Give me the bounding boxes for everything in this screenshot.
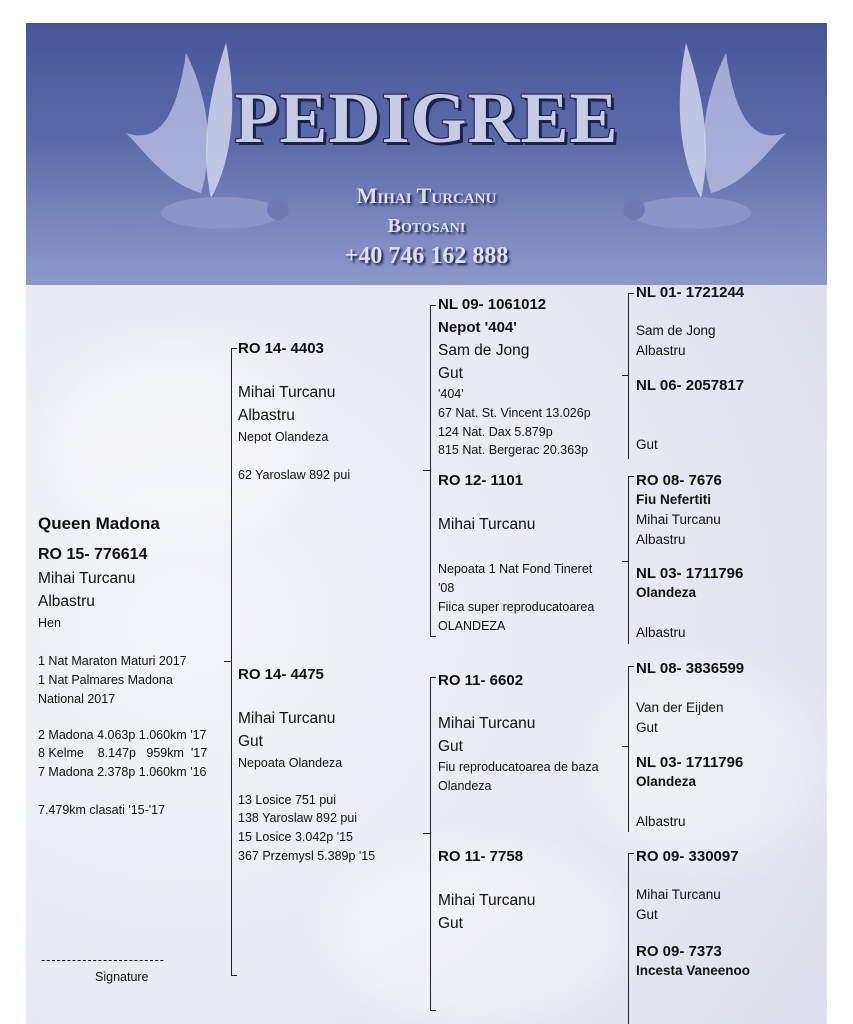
dam-result: 15 Losice 3.042p '15 bbox=[238, 830, 353, 844]
bracket-tick bbox=[231, 348, 237, 349]
ss-line: 815 Nat. Bergerac 20.363p bbox=[438, 443, 589, 457]
bracket-dam-parents bbox=[430, 677, 431, 1011]
g4-owner: Mihai Turcanu bbox=[636, 512, 721, 527]
bird-owner: Mihai Turcanu bbox=[38, 570, 136, 587]
g4-color: Gut bbox=[636, 437, 658, 452]
bracket-tick bbox=[430, 305, 436, 306]
sire-note: Nepot Olandeza bbox=[238, 430, 329, 444]
bracket-parents bbox=[231, 348, 232, 976]
bird-color: Albastru bbox=[38, 593, 95, 610]
sd-line: '08 bbox=[438, 581, 455, 595]
background-cloud bbox=[326, 843, 626, 1023]
ds-owner: Mihai Turcanu bbox=[438, 715, 536, 732]
result-line: 8 Kelme 8.147p 959km '17 bbox=[38, 746, 208, 760]
result-line: 2 Madona 4.063p 1.060km '17 bbox=[38, 728, 207, 742]
bracket-tick bbox=[622, 375, 629, 376]
g4-ring: NL 03- 1711796 bbox=[636, 754, 744, 771]
g4-ring: NL 06- 2057817 bbox=[636, 377, 745, 394]
sd-owner: Mihai Turcanu bbox=[438, 516, 536, 533]
bird-name: Queen Madona bbox=[38, 514, 160, 533]
g4-owner: Van der Eijden bbox=[636, 700, 724, 715]
header-banner bbox=[26, 23, 827, 285]
g4-ring: NL 08- 3836599 bbox=[636, 660, 745, 677]
bracket-tick bbox=[628, 293, 634, 294]
sire-owner: Mihai Turcanu bbox=[238, 384, 336, 401]
bracket-tick bbox=[423, 470, 431, 471]
bracket-g4-3 bbox=[628, 666, 629, 832]
sd-line: Fiica super reproducatoarea bbox=[438, 600, 595, 614]
ss-line: '404' bbox=[438, 387, 464, 401]
bracket-tick bbox=[231, 975, 237, 976]
dd-color: Gut bbox=[438, 915, 463, 932]
sd-line: Nepoata 1 Nat Fond Tineret bbox=[438, 562, 593, 576]
g4-name: Fiu Nefertiti bbox=[636, 492, 712, 507]
dam-result: 367 Przemysl 5.389p '15 bbox=[238, 849, 376, 863]
g4-color: Gut bbox=[636, 907, 658, 922]
sd-ring: RO 12- 1101 bbox=[438, 472, 524, 489]
g4-color: Albastru bbox=[636, 532, 686, 547]
bracket-tick bbox=[224, 661, 232, 662]
ss-color: Gut bbox=[438, 365, 463, 382]
bracket-tick bbox=[622, 561, 629, 562]
ds-line: Olandeza bbox=[438, 779, 492, 793]
g4-ring: RO 09- 330097 bbox=[636, 848, 739, 865]
g4-owner: Mihai Turcanu bbox=[636, 887, 721, 902]
ss-line: 124 Nat. Dax 5.879p bbox=[438, 425, 553, 439]
bird-sex: Hen bbox=[38, 616, 61, 630]
achievement-line: 1 Nat Palmares Madona bbox=[38, 673, 173, 687]
bracket-sire-parents bbox=[430, 305, 431, 637]
dam-result: 13 Losice 751 pui bbox=[238, 793, 336, 807]
dd-owner: Mihai Turcanu bbox=[438, 892, 536, 909]
bird-ring: RO 15- 776614 bbox=[38, 546, 148, 563]
bracket-tick bbox=[628, 666, 634, 667]
sire-result: 62 Yaroslaw 892 pui bbox=[238, 468, 351, 482]
g4-name: Olandeza bbox=[636, 585, 697, 600]
ss-ring: NL 09- 1061012 bbox=[438, 296, 547, 313]
achievement-line: National 2017 bbox=[38, 692, 116, 706]
g4-ring: RO 09- 7373 bbox=[636, 943, 722, 960]
ds-line: Fiu reproducatoarea de baza bbox=[438, 760, 599, 774]
dam-color: Gut bbox=[238, 733, 263, 750]
result-line: 7 Madona 2.378p 1.060km '16 bbox=[38, 765, 207, 779]
breeder-city: Botosani bbox=[387, 215, 466, 237]
g4-color: Albastru bbox=[636, 814, 686, 829]
bracket-tick bbox=[628, 476, 634, 477]
bracket-tick bbox=[430, 677, 436, 678]
bracket-tick bbox=[423, 833, 431, 834]
bracket-g4-4 bbox=[628, 853, 629, 1024]
signature-line: ------------------------ bbox=[41, 953, 165, 967]
breeder-phone: +40 746 162 888 bbox=[344, 243, 509, 269]
ss-name: Nepot '404' bbox=[438, 319, 517, 336]
sire-ring: RO 14- 4403 bbox=[238, 340, 324, 357]
dam-result: 138 Yaroslaw 892 pui bbox=[238, 811, 358, 825]
bracket-tick bbox=[628, 853, 634, 854]
g4-ring: RO 08- 7676 bbox=[636, 472, 722, 489]
bracket-g4-2 bbox=[628, 476, 629, 644]
bracket-tick bbox=[430, 636, 436, 637]
dd-ring: RO 11- 7758 bbox=[438, 848, 524, 865]
signature-label: Signature bbox=[95, 970, 149, 984]
bracket-g4-1 bbox=[628, 293, 629, 459]
total-distance: 7.479km clasati '15-'17 bbox=[38, 803, 166, 817]
g4-color: Albastru bbox=[636, 625, 686, 640]
g4-color: Gut bbox=[636, 720, 658, 735]
g4-color: Albastru bbox=[636, 343, 686, 358]
bracket-tick bbox=[622, 746, 629, 747]
dam-owner: Mihai Turcanu bbox=[238, 710, 336, 727]
breeder-name: Mihai Turcanu bbox=[356, 183, 497, 208]
dam-ring: RO 14- 4475 bbox=[238, 666, 324, 683]
pedigree-sheet bbox=[26, 23, 827, 1024]
dam-note: Nepoata Olandeza bbox=[238, 756, 343, 770]
g4-ring: NL 03- 1711796 bbox=[636, 565, 744, 582]
page-title: PEDIGREE bbox=[234, 78, 619, 158]
ds-color: Gut bbox=[438, 738, 463, 755]
g4-name: Incesta Vaneenoo bbox=[636, 963, 751, 978]
achievement-line: 1 Nat Maraton Maturi 2017 bbox=[38, 654, 187, 668]
ds-ring: RO 11- 6602 bbox=[438, 672, 524, 689]
bracket-tick bbox=[430, 1010, 436, 1011]
sd-line: OLANDEZA bbox=[438, 619, 506, 633]
g4-ring: NL 01- 1721244 bbox=[636, 284, 745, 301]
sire-color: Albastru bbox=[238, 407, 295, 424]
g4-name: Olandeza bbox=[636, 774, 697, 789]
g4-owner: Sam de Jong bbox=[636, 323, 716, 338]
ss-owner: Sam de Jong bbox=[438, 342, 530, 359]
ss-line: 67 Nat. St. Vincent 13.026p bbox=[438, 406, 591, 420]
